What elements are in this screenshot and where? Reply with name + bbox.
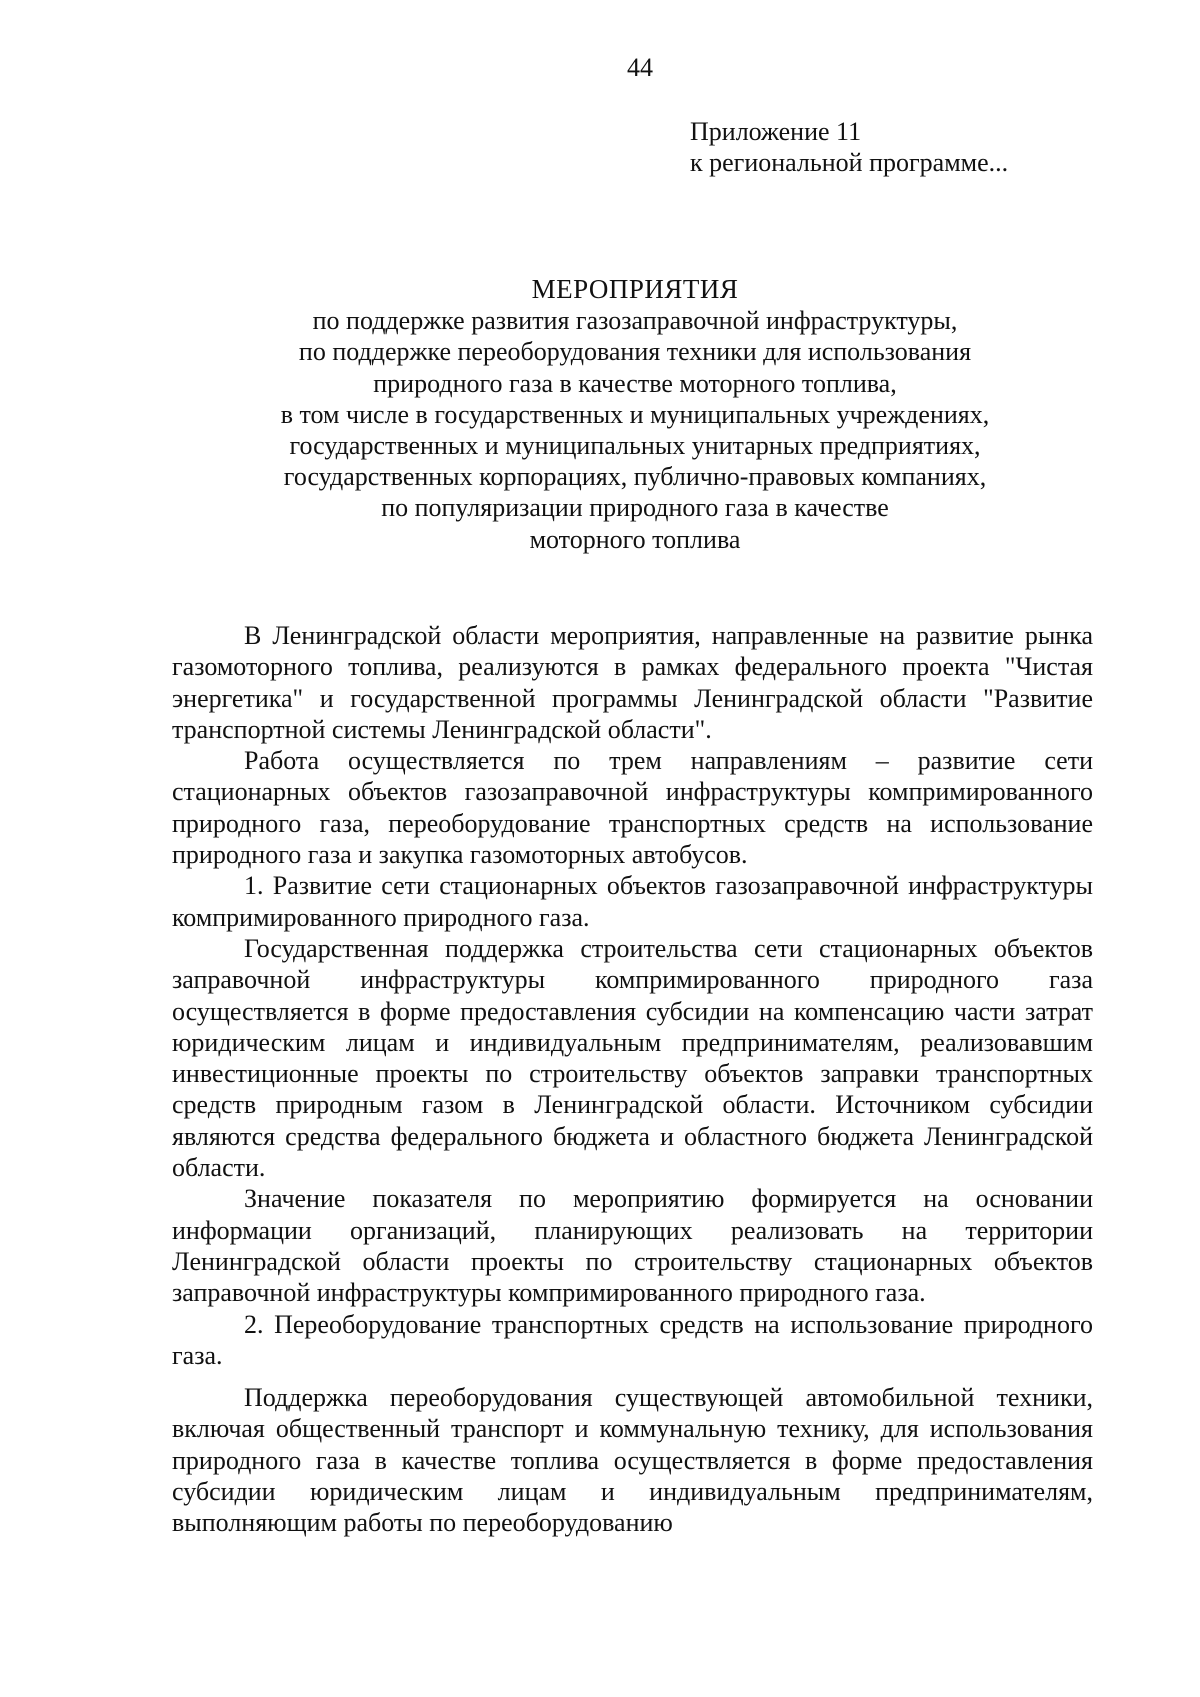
paragraph-indicator-value: Значение показателя по мероприятию формируется на основании информации организаций, планирующих реализовать на территории Ленинградской области проекты по строительству стационарных объектов заправочной инфраструктуры компримированного природного газа.: [172, 1184, 1093, 1308]
heading-line: по популяризации природного газа в качестве: [381, 493, 889, 523]
heading-line: по поддержке развития газозаправочной инфраструктуры,: [312, 306, 958, 336]
heading-line: государственных и муниципальных унитарных предприятиях,: [289, 431, 981, 461]
paragraph-conversion-support: Поддержка переоборудования существующей автомобильной техники, включая общественный транспорт и коммунальную технику, для использования природного газа в качестве топлива осуществляется в форме предоставления субсидии юридическим лицам и индивидуальным предпринимателям, выполняющим работы по переоборудованию: [172, 1383, 1093, 1538]
paragraph-state-support: Государственная поддержка строительства сети стационарных объектов заправочной инфраструктуры компримированного природного газа осуществляется в форме предоставления субсидии на компенсацию части затрат юридическим лицам и индивидуальным предпринимателям, реализовавшим инвестиционные проекты по строительству объектов заправки транспортных средств природным газом в Ленинградской области. Источником субсидии являются средства федерального бюджета и областного бюджета Ленинградской области.: [172, 933, 1093, 1183]
heading-title: МЕРОПРИЯТИЯ: [531, 274, 739, 304]
document-body: [172, 620, 1093, 1539]
paragraph-section-2-heading: 2. Переоборудование транспортных средств на использование природного газа.: [172, 1309, 1093, 1370]
heading-line: моторного топлива: [529, 524, 741, 554]
heading-line: в том числе в государственных и муниципальных учреждениях,: [280, 399, 990, 429]
appendix-title: Приложение 11: [690, 117, 862, 146]
heading-line: по поддержке переоборудования техники для использования: [298, 337, 972, 367]
paragraph-directions: Работа осуществляется по трем направлениям – развитие сети стационарных объектов газозаправочной инфраструктуры компримированного природного газа, переоборудование транспортных средств на использование природного газа и закупка газомоторных автобусов.: [172, 746, 1093, 870]
heading-line: государственных корпорациях, публично-правовых компаниях,: [283, 462, 987, 492]
paragraph-intro: В Ленинградской области мероприятия, направленные на развитие рынка газомоторного топлива, реализуются в рамках федерального проекта "Чистая энергетика" и государственной программы Ленинградской области "Развитие транспортной системы Ленинградской области".: [172, 621, 1093, 744]
paragraph-section-1-heading: 1. Развитие сети стационарных объектов газозаправочной инфраструктуры компримированного природного газа.: [172, 871, 1093, 932]
appendix-note: [690, 116, 1008, 178]
heading-line: природного газа в качестве моторного топлива,: [373, 368, 897, 398]
page-number: 44: [627, 53, 653, 82]
document-heading: [170, 274, 1100, 555]
appendix-reference: к региональной программе...: [690, 148, 1009, 177]
